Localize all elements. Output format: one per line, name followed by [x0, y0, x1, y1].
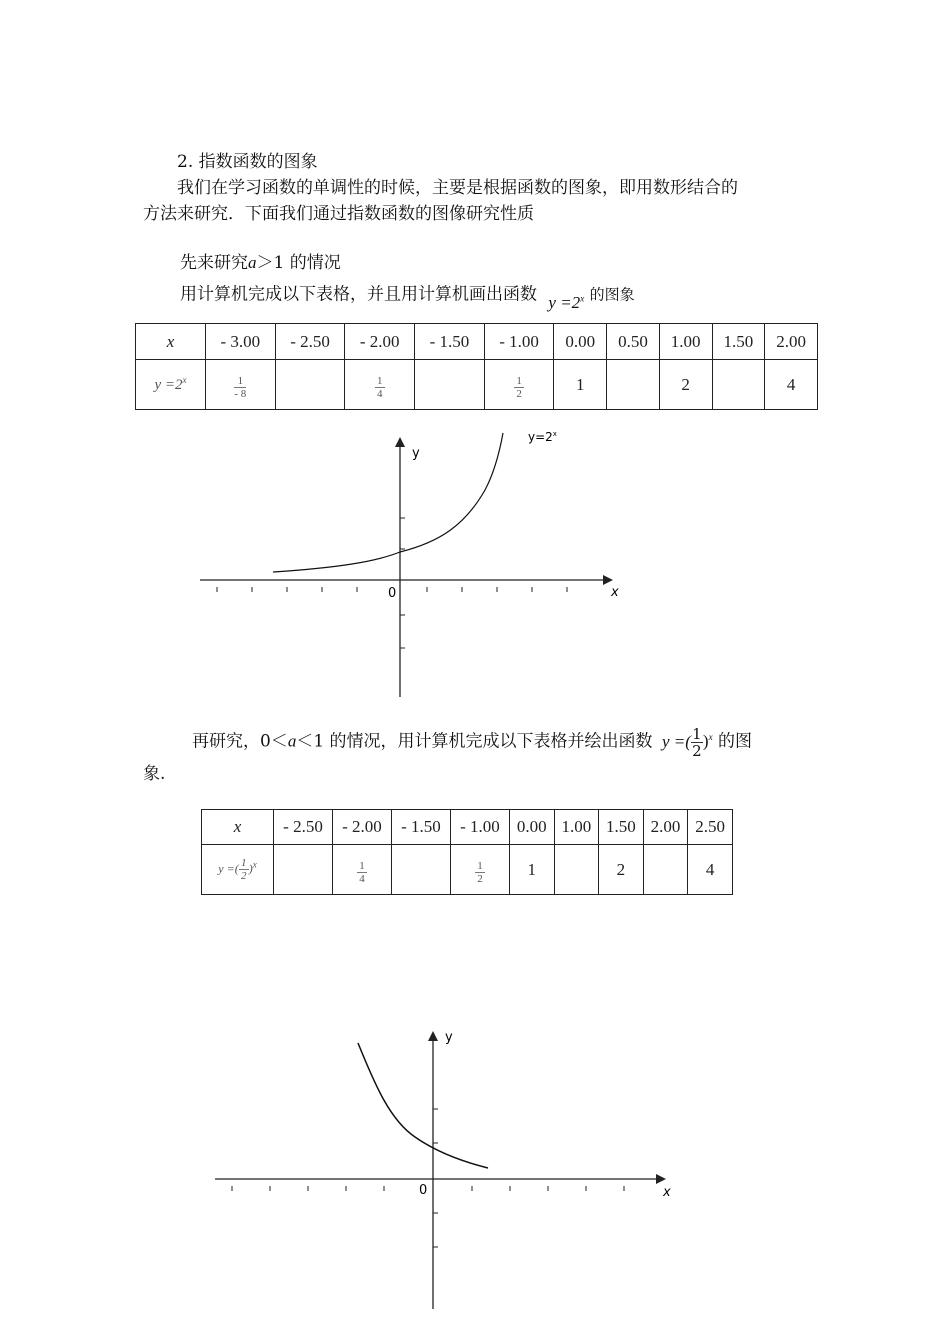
table1-y-cell: 2: [659, 360, 712, 410]
case2-suffix: 的图: [717, 731, 752, 752]
table1-x-cell: - 2.00: [345, 324, 415, 360]
paragraph-line-2: 方法来研究．下面我们通过指数函数的图像研究性质: [143, 204, 534, 224]
graph1-curve: [273, 433, 503, 572]
case2-prefix: 再研究，0＜: [192, 731, 288, 752]
graph2-x-label: x: [663, 1185, 671, 1200]
table1-y-fraction: $\frac{1}{2}$: [514, 375, 524, 400]
table2-y-cell: 2: [599, 845, 644, 895]
section-title: 2. 指数函数的图象: [177, 152, 318, 172]
case2-fraction: $\frac{1}{2}$: [692, 724, 702, 760]
table2-x-cell: - 1.50: [391, 810, 450, 845]
graph1-x-label: x: [611, 585, 619, 600]
graph2-x-ticks: [232, 1186, 624, 1191]
table1-y-row: [136, 360, 818, 410]
table1-x-cell: 0.50: [607, 324, 660, 360]
table2-x-cell: 1.00: [554, 810, 599, 845]
graph2-origin: 0: [419, 1183, 428, 1198]
table-exp-2x: [135, 323, 818, 410]
graph2-x-arrow-icon: [656, 1174, 666, 1184]
table1-x-header: x: [136, 324, 206, 360]
case2-cond: ＜1 的情况，用计算机完成以下表格并绘出函数: [296, 731, 653, 752]
table2-x-cell: 2.00: [643, 810, 688, 845]
graph-exp-half-x: [210, 1025, 680, 1315]
table1-y-cell: [712, 360, 765, 410]
table1-y-cell: [206, 360, 276, 410]
table2-y-cell: [391, 845, 450, 895]
table2-x-header: x: [202, 810, 274, 845]
case1-suffix: 的情况: [289, 253, 341, 273]
table1-y-fraction: $\frac{1}{- 8}$: [234, 375, 247, 400]
task1-after: 的图象: [589, 285, 635, 304]
graph1-y-arrow-icon: [395, 437, 405, 447]
table2-x-cell: 1.50: [599, 810, 644, 845]
case1-var: a: [248, 253, 257, 272]
paragraph-line-1: 我们在学习函数的单调性的时候，主要是根据函数的图象，即用数形结合的: [177, 178, 738, 198]
table1-x-cell: - 2.50: [275, 324, 345, 360]
case2-line: 再研究，0＜a＜1 的情况，用计算机完成以下表格并绘出函数 y =( $\frac{1}{2}$ )$^x$ 的图: [192, 724, 752, 760]
table1-x-cell: - 3.00: [206, 324, 276, 360]
table2-x-cell: - 1.00: [450, 810, 509, 845]
table1-y-cell: [484, 360, 554, 410]
table1-y-cell: 4: [765, 360, 818, 410]
graph-exp-2x: [195, 425, 625, 700]
graph1-origin: 0: [388, 586, 397, 601]
case2-formula: y =(: [661, 731, 691, 751]
graph2-y-ticks: [433, 1109, 438, 1247]
table2-y-cell: [643, 845, 688, 895]
case1-prefix: 先来研究: [180, 253, 248, 273]
table2-y-cell: [274, 845, 333, 895]
table2-y-cell: [554, 845, 599, 895]
case2-var: a: [287, 731, 297, 751]
table2-x-cell: 0.00: [509, 810, 554, 845]
table2-x-cell: - 2.00: [332, 810, 391, 845]
table2-y-cell: [332, 845, 391, 895]
table1-y-header: $y =2^x$: [136, 360, 206, 410]
task1-formula: $y =2^x$: [548, 292, 585, 312]
table1-y-cell: [415, 360, 485, 410]
table1-x-row: [136, 324, 818, 360]
table2-y-row: [202, 845, 733, 895]
table1-y-cell: [275, 360, 345, 410]
graph1-y-label: y: [412, 446, 420, 461]
task1-text: 用计算机完成以下表格，并且用计算机画出函数: [180, 284, 537, 305]
table1-x-cell: 2.00: [765, 324, 818, 360]
task1-line: [180, 278, 635, 312]
case2-line-2: 象.: [143, 764, 166, 784]
table1-y-fraction: $\frac{1}{4}$: [375, 375, 385, 400]
table-exp-half-x: [201, 809, 733, 895]
case1-cond: ＞1: [256, 253, 285, 273]
table2-y-cell: [450, 845, 509, 895]
table2-y-header: y =( $\frac{1}{2}$ )$^x$: [202, 845, 274, 895]
graph1-curve-label: $y=2^x$: [528, 430, 557, 444]
case1-line: [180, 251, 341, 275]
table1-x-cell: - 1.00: [484, 324, 554, 360]
graph2-y-label: y: [445, 1030, 453, 1045]
table2-y-fraction: $\frac{1}{2}$: [475, 860, 485, 885]
table2-y-cell: 1: [509, 845, 554, 895]
table2-x-row: [202, 810, 733, 845]
table1-x-cell: 1.50: [712, 324, 765, 360]
table1-y-cell: [607, 360, 660, 410]
table1-y-cell: [345, 360, 415, 410]
table2-x-cell: - 2.50: [274, 810, 333, 845]
table2-x-cell: 2.50: [688, 810, 733, 845]
graph1-x-arrow-icon: [603, 575, 613, 585]
table1-x-cell: 1.00: [659, 324, 712, 360]
table1-x-cell: - 1.50: [415, 324, 485, 360]
table2-y-fraction: $\frac{1}{4}$: [357, 860, 367, 885]
graph2-curve: [358, 1043, 488, 1168]
table2-y-cell: 4: [688, 845, 733, 895]
table1-y-cell: 1: [554, 360, 607, 410]
graph1-y-ticks: [400, 518, 405, 648]
table1-x-cell: 0.00: [554, 324, 607, 360]
graph2-y-arrow-icon: [428, 1031, 438, 1041]
